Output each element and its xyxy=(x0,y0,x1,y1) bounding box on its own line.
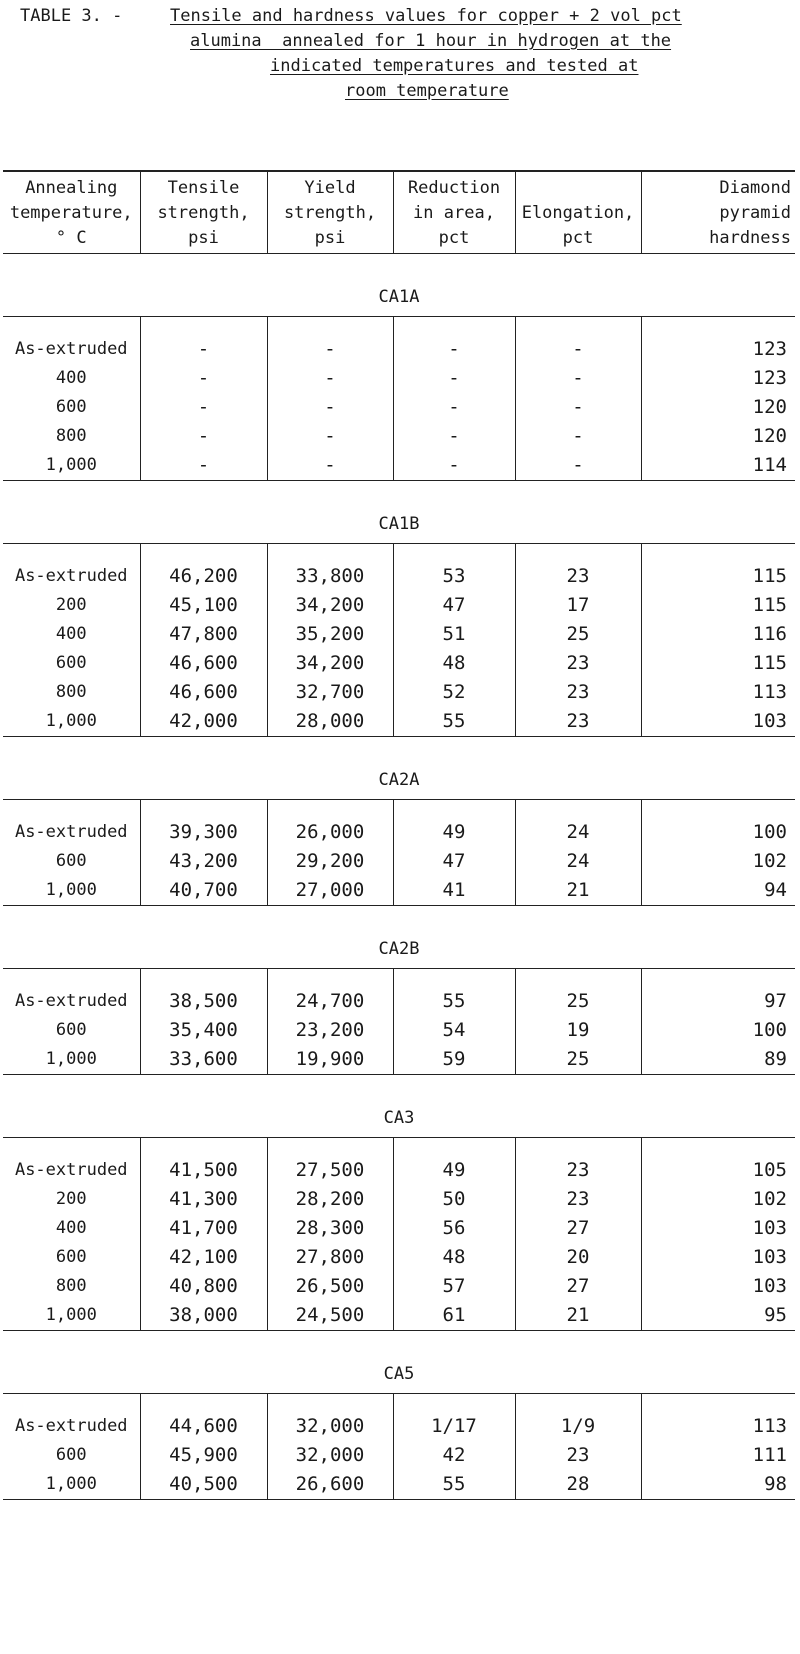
table-cell: 17 xyxy=(515,591,641,620)
row-temperature-cell: 600 xyxy=(55,1247,87,1267)
group-header-row xyxy=(3,1331,795,1394)
row-temperature-cell: As-extruded xyxy=(14,991,128,1011)
table-cell: 27 xyxy=(515,1272,641,1301)
col-header-diamond-pyramid-hardness: Diamond pyramid hardness xyxy=(641,171,795,254)
table-row xyxy=(3,451,795,481)
table-cell: - xyxy=(393,393,515,422)
table-cell: 56 xyxy=(393,1214,515,1243)
table-cell: 23,200 xyxy=(267,1016,393,1045)
table-cell: 38,000 xyxy=(140,1301,267,1331)
table-cell: - xyxy=(515,335,641,364)
row-temperature-cell: As-extruded xyxy=(14,566,128,586)
group-spacer-row xyxy=(3,1138,795,1157)
table-cell: 42,100 xyxy=(140,1243,267,1272)
table-cell: 103 xyxy=(641,707,795,737)
table-cell: 45,100 xyxy=(140,591,267,620)
table-cell: 27 xyxy=(515,1214,641,1243)
group-label: CA3 xyxy=(383,1108,415,1128)
title-line-4: room temperature xyxy=(345,81,509,101)
table-cell: 115 xyxy=(641,649,795,678)
spacer-cell xyxy=(140,969,267,988)
table-cell: 28,000 xyxy=(267,707,393,737)
row-temperature-cell: 800 xyxy=(55,682,87,702)
group-spacer-row xyxy=(3,544,795,563)
table-cell: - xyxy=(140,393,267,422)
table-cell: 39,300 xyxy=(140,818,267,847)
table-row xyxy=(3,422,795,451)
table-cell: 33,800 xyxy=(267,562,393,591)
table-cell: 59 xyxy=(393,1045,515,1075)
table-row xyxy=(3,364,795,393)
row-temperature-cell: 800 xyxy=(55,426,87,446)
table-row xyxy=(3,847,795,876)
row-temperature-cell: 600 xyxy=(55,653,87,673)
table-row xyxy=(3,1016,795,1045)
col-header-reduction-in-area: Reduction in area, pct xyxy=(393,171,515,254)
row-temperature-cell: 1,000 xyxy=(3,1301,140,1331)
row-temperature-cell: 1,000 xyxy=(3,451,140,481)
group-spacer-row xyxy=(3,317,795,336)
table-cell: - xyxy=(140,364,267,393)
table-row xyxy=(3,707,795,737)
table-cell: 26,500 xyxy=(267,1272,393,1301)
spacer-cell xyxy=(641,317,795,336)
table-cell: 100 xyxy=(641,818,795,847)
group-header-row xyxy=(3,481,795,544)
table-cell: 35,400 xyxy=(140,1016,267,1045)
table-cell: 27,800 xyxy=(267,1243,393,1272)
table-cell: - xyxy=(267,422,393,451)
group-spacer-row xyxy=(3,1394,795,1413)
spacer-cell xyxy=(267,1138,393,1157)
table-cell: 46,600 xyxy=(140,678,267,707)
table-row xyxy=(3,649,795,678)
table-cell: 32,000 xyxy=(267,1441,393,1470)
spacer-cell xyxy=(3,800,140,819)
table-cell: 40,500 xyxy=(140,1470,267,1500)
table-title xyxy=(0,4,800,104)
row-temperature-cell: As-extruded xyxy=(14,339,128,359)
table-cell: 48 xyxy=(393,649,515,678)
table-cell: 41,500 xyxy=(140,1156,267,1185)
col-header-annealing-temperature: Annealing temperature, ° C xyxy=(3,171,140,254)
row-temperature-cell: 200 xyxy=(55,1189,87,1209)
table-row xyxy=(3,591,795,620)
spacer-cell xyxy=(393,969,515,988)
table-cell: 50 xyxy=(393,1185,515,1214)
group-label: CA1B xyxy=(378,514,420,534)
spacer-cell xyxy=(3,1138,140,1157)
table-cell: 40,800 xyxy=(140,1272,267,1301)
spacer-cell xyxy=(393,1394,515,1413)
table-cell: 120 xyxy=(641,422,795,451)
table-cell: 25 xyxy=(515,1045,641,1075)
table-cell: 47 xyxy=(393,847,515,876)
table-cell: 61 xyxy=(393,1301,515,1331)
table-cell: 97 xyxy=(641,987,795,1016)
table-cell: 40,700 xyxy=(140,876,267,906)
table-cell: - xyxy=(267,393,393,422)
table-row xyxy=(3,1156,795,1185)
group-label: CA2A xyxy=(378,770,420,790)
spacer-cell xyxy=(515,969,641,988)
table-cell: 1/17 xyxy=(393,1412,515,1441)
table-cell: 111 xyxy=(641,1441,795,1470)
spacer-cell xyxy=(641,969,795,988)
spacer-cell xyxy=(140,800,267,819)
table-cell: - xyxy=(140,451,267,481)
spacer-cell xyxy=(3,317,140,336)
row-temperature-cell: 1,000 xyxy=(3,1045,140,1075)
group-header-row xyxy=(3,737,795,800)
table-row xyxy=(3,1272,795,1301)
title-line-2: alumina annealed for 1 hour in hydrogen at the xyxy=(190,31,672,51)
spacer-cell xyxy=(267,1394,393,1413)
table-row xyxy=(3,1470,795,1500)
group-header-row xyxy=(3,906,795,969)
table-cell: 25 xyxy=(515,987,641,1016)
table-cell: 47,800 xyxy=(140,620,267,649)
spacer-cell xyxy=(267,800,393,819)
table-cell: 52 xyxy=(393,678,515,707)
table-cell: 24,700 xyxy=(267,987,393,1016)
table-cell: - xyxy=(140,422,267,451)
spacer-cell xyxy=(267,969,393,988)
table-cell: 24 xyxy=(515,847,641,876)
table-cell: 38,500 xyxy=(140,987,267,1016)
table-cell: 123 xyxy=(641,335,795,364)
table-cell: 23 xyxy=(515,1185,641,1214)
table-cell: 116 xyxy=(641,620,795,649)
table-cell: 21 xyxy=(515,1301,641,1331)
row-temperature-cell: 600 xyxy=(55,1445,87,1465)
table-cell: 115 xyxy=(641,591,795,620)
spacer-cell xyxy=(140,1394,267,1413)
table-cell: 95 xyxy=(641,1301,795,1331)
group-header-row xyxy=(3,1075,795,1138)
table-row xyxy=(3,1243,795,1272)
row-temperature-cell: As-extruded xyxy=(14,1416,128,1436)
spacer-cell xyxy=(267,544,393,563)
table-cell: 25 xyxy=(515,620,641,649)
table-row xyxy=(3,818,795,847)
table-cell: 27,000 xyxy=(267,876,393,906)
table-cell: 45,900 xyxy=(140,1441,267,1470)
table-cell: 33,600 xyxy=(140,1045,267,1075)
table-row xyxy=(3,1412,795,1441)
col-header-tensile-strength: Tensile strength, psi xyxy=(140,171,267,254)
title-line-1: Tensile and hardness values for copper + 2 vol pct xyxy=(170,6,682,26)
table-cell: 29,200 xyxy=(267,847,393,876)
table-row xyxy=(3,1185,795,1214)
table-row xyxy=(3,1441,795,1470)
row-temperature-cell: As-extruded xyxy=(14,822,128,842)
spacer-cell xyxy=(267,317,393,336)
table-cell: 123 xyxy=(641,364,795,393)
table-cell: 102 xyxy=(641,1185,795,1214)
table-row xyxy=(3,1214,795,1243)
table-cell: 51 xyxy=(393,620,515,649)
spacer-cell xyxy=(515,1138,641,1157)
table-cell: 105 xyxy=(641,1156,795,1185)
table-body xyxy=(3,254,795,1500)
group-label: CA1A xyxy=(378,287,420,307)
table-cell: 94 xyxy=(641,876,795,906)
row-temperature-cell: 1,000 xyxy=(3,707,140,737)
spacer-cell xyxy=(641,1394,795,1413)
table-cell: 20 xyxy=(515,1243,641,1272)
table-cell: 19 xyxy=(515,1016,641,1045)
table-cell: 21 xyxy=(515,876,641,906)
table-cell: 23 xyxy=(515,562,641,591)
table-row xyxy=(3,876,795,906)
table-cell: 24,500 xyxy=(267,1301,393,1331)
table-cell: 53 xyxy=(393,562,515,591)
table-cell: 113 xyxy=(641,678,795,707)
row-temperature-cell: 400 xyxy=(55,624,87,644)
table-cell: 43,200 xyxy=(140,847,267,876)
table-cell: - xyxy=(515,422,641,451)
table-cell: - xyxy=(140,335,267,364)
col-header-yield-strength: Yield strength, psi xyxy=(267,171,393,254)
table-cell: 27,500 xyxy=(267,1156,393,1185)
row-temperature-cell: As-extruded xyxy=(14,1160,128,1180)
spacer-cell xyxy=(393,544,515,563)
table-cell: 26,000 xyxy=(267,818,393,847)
table-cell: - xyxy=(393,451,515,481)
table-cell: - xyxy=(393,335,515,364)
table-cell: - xyxy=(393,422,515,451)
spacer-cell xyxy=(140,1138,267,1157)
spacer-cell xyxy=(393,1138,515,1157)
table-cell: 48 xyxy=(393,1243,515,1272)
spacer-cell xyxy=(140,544,267,563)
spacer-cell xyxy=(515,1394,641,1413)
table-cell: 26,600 xyxy=(267,1470,393,1500)
data-table xyxy=(3,170,795,1500)
spacer-cell xyxy=(641,544,795,563)
spacer-cell xyxy=(3,544,140,563)
table-row xyxy=(3,1045,795,1075)
table-cell: 120 xyxy=(641,393,795,422)
header-row xyxy=(3,171,795,254)
table-cell: 44,600 xyxy=(140,1412,267,1441)
table-cell: 28 xyxy=(515,1470,641,1500)
table-cell: - xyxy=(267,451,393,481)
row-temperature-cell: 600 xyxy=(55,851,87,871)
table-cell: 113 xyxy=(641,1412,795,1441)
table-cell: 55 xyxy=(393,1470,515,1500)
group-header-row xyxy=(3,254,795,317)
table-cell: 34,200 xyxy=(267,649,393,678)
table-cell: 23 xyxy=(515,1156,641,1185)
row-temperature-cell: 600 xyxy=(55,397,87,417)
table-cell: 49 xyxy=(393,1156,515,1185)
table-cell: - xyxy=(515,451,641,481)
table-row xyxy=(3,393,795,422)
table-cell: - xyxy=(515,364,641,393)
table-cell: 100 xyxy=(641,1016,795,1045)
group-label: CA2B xyxy=(378,939,420,959)
table-cell: - xyxy=(515,393,641,422)
title-line-3: indicated temperatures and tested at xyxy=(270,56,639,76)
table-cell: 57 xyxy=(393,1272,515,1301)
table-cell: 34,200 xyxy=(267,591,393,620)
table-cell: 102 xyxy=(641,847,795,876)
col-header-elongation: Elongation, pct xyxy=(515,171,641,254)
table-cell: 24 xyxy=(515,818,641,847)
table-cell: 35,200 xyxy=(267,620,393,649)
row-temperature-cell: 600 xyxy=(55,1020,87,1040)
group-label: CA5 xyxy=(383,1364,415,1384)
table-cell: 32,700 xyxy=(267,678,393,707)
table-cell: 103 xyxy=(641,1272,795,1301)
table-cell: 41,300 xyxy=(140,1185,267,1214)
table-cell: 1/9 xyxy=(515,1412,641,1441)
table-cell: 55 xyxy=(393,987,515,1016)
table-cell: 28,300 xyxy=(267,1214,393,1243)
table-row xyxy=(3,987,795,1016)
table-cell: 103 xyxy=(641,1214,795,1243)
table-cell: 42,000 xyxy=(140,707,267,737)
table-cell: 23 xyxy=(515,649,641,678)
table-row xyxy=(3,335,795,364)
row-temperature-cell: 1,000 xyxy=(3,876,140,906)
table-cell: 98 xyxy=(641,1470,795,1500)
table-cell: 49 xyxy=(393,818,515,847)
table-row xyxy=(3,1301,795,1331)
table-cell: 23 xyxy=(515,1441,641,1470)
table-cell: 42 xyxy=(393,1441,515,1470)
spacer-cell xyxy=(515,544,641,563)
table-cell: 41,700 xyxy=(140,1214,267,1243)
spacer-cell xyxy=(641,1138,795,1157)
table-cell: 89 xyxy=(641,1045,795,1075)
spacer-cell xyxy=(393,800,515,819)
spacer-cell xyxy=(393,317,515,336)
table-cell: - xyxy=(267,335,393,364)
row-temperature-cell: 1,000 xyxy=(3,1470,140,1500)
spacer-cell xyxy=(3,1394,140,1413)
row-temperature-cell: 400 xyxy=(55,1218,87,1238)
table-row xyxy=(3,620,795,649)
table-cell: 28,200 xyxy=(267,1185,393,1214)
table-label: TABLE 3. - xyxy=(20,6,123,26)
spacer-cell xyxy=(515,800,641,819)
table-cell: - xyxy=(267,364,393,393)
table-cell: 55 xyxy=(393,707,515,737)
group-spacer-row xyxy=(3,800,795,819)
table-cell: 47 xyxy=(393,591,515,620)
row-temperature-cell: 800 xyxy=(55,1276,87,1296)
spacer-cell xyxy=(3,969,140,988)
table-cell: - xyxy=(393,364,515,393)
table-cell: 54 xyxy=(393,1016,515,1045)
row-temperature-cell: 200 xyxy=(55,595,87,615)
table-cell: 115 xyxy=(641,562,795,591)
table-cell: 19,900 xyxy=(267,1045,393,1075)
row-temperature-cell: 400 xyxy=(55,368,87,388)
group-spacer-row xyxy=(3,969,795,988)
table-cell: 32,000 xyxy=(267,1412,393,1441)
table-cell: 103 xyxy=(641,1243,795,1272)
table-row xyxy=(3,678,795,707)
spacer-cell xyxy=(515,317,641,336)
table-cell: 23 xyxy=(515,707,641,737)
spacer-cell xyxy=(140,317,267,336)
table-cell: 46,200 xyxy=(140,562,267,591)
spacer-cell xyxy=(641,800,795,819)
table-cell: 23 xyxy=(515,678,641,707)
table-cell: 46,600 xyxy=(140,649,267,678)
table-row xyxy=(3,562,795,591)
table-cell: 41 xyxy=(393,876,515,906)
table-cell: 114 xyxy=(641,451,795,481)
